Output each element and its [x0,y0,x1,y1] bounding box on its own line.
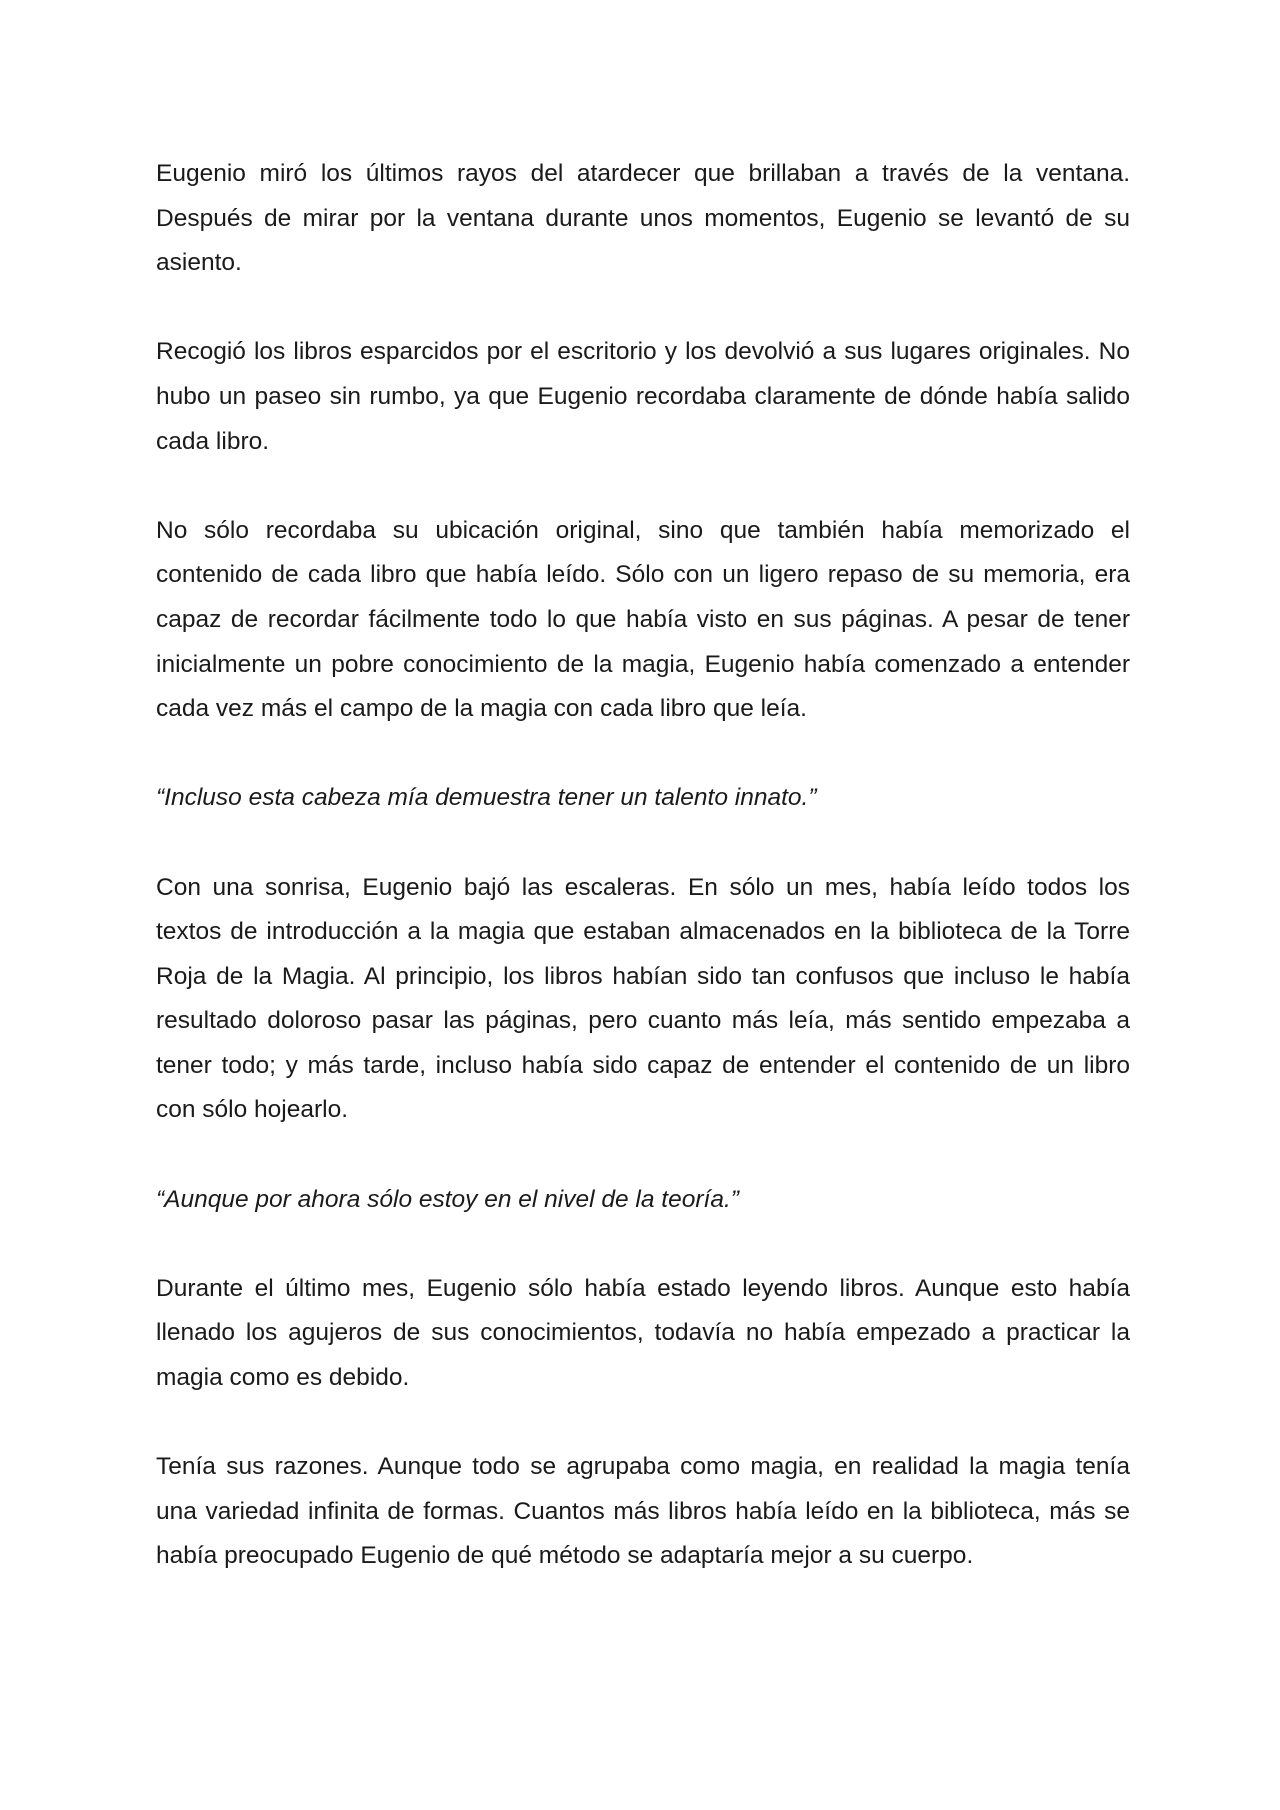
paragraph: Eugenio miró los últimos rayos del atardecer que brillaban a través de la ventana. Después de mirar por la ventana durante unos momentos, Eugenio se levantó de su asiento. [156,160,1130,277]
document-page [156,152,1130,1624]
italic-quote: “Incluso esta cabeza mía demuestra tener un talento innato.” [156,784,817,812]
italic-quote: “Aunque por ahora sólo estoy en el nivel de la teoría.” [156,1185,739,1213]
paragraph: Tenía sus razones. Aunque todo se agrupaba como magia, en realidad la magia tenía una variedad infinita de formas. Cuantos más libros había leído en la biblioteca, más se había preocupado Eugenio de qué método se adaptaría mejor a su cuerpo. [156,1453,1130,1570]
paragraph: Con una sonrisa, Eugenio bajó las escaleras. En sólo un mes, había leído todos los textos de introducción a la magia que estaban almacenados en la biblioteca de la Torre Roja de la Magia. Al principio, los libros habían sido tan confusos que incluso le había resultado doloroso pasar las páginas, pero cuanto más leía, más sentido empezaba a tener todo; y más tarde, incluso había sido capaz de entender el contenido de un libro con sólo hojearlo. [156,873,1130,1124]
paragraph: Recogió los libros esparcidos por el escritorio y los devolvió a sus lugares originales. No hubo un paseo sin rumbo, ya que Eugenio recordaba claramente de dónde había salido cada libro. [156,338,1130,455]
paragraph: No sólo recordaba su ubicación original, sino que también había memorizado el contenido de cada libro que había leído. Sólo con un ligero repaso de su memoria, era capaz de recordar fácilmente todo lo que había visto en sus páginas. A pesar de tener inicialmente un pobre conocimiento de la magia, Eugenio había comenzado a entender cada vez más el campo de la magia con cada libro que leía. [156,516,1130,723]
paragraph: Durante el último mes, Eugenio sólo había estado leyendo libros. Aunque esto había llenado los agujeros de sus conocimientos, todavía no había empezado a practicar la magia como es debido. [156,1274,1130,1392]
